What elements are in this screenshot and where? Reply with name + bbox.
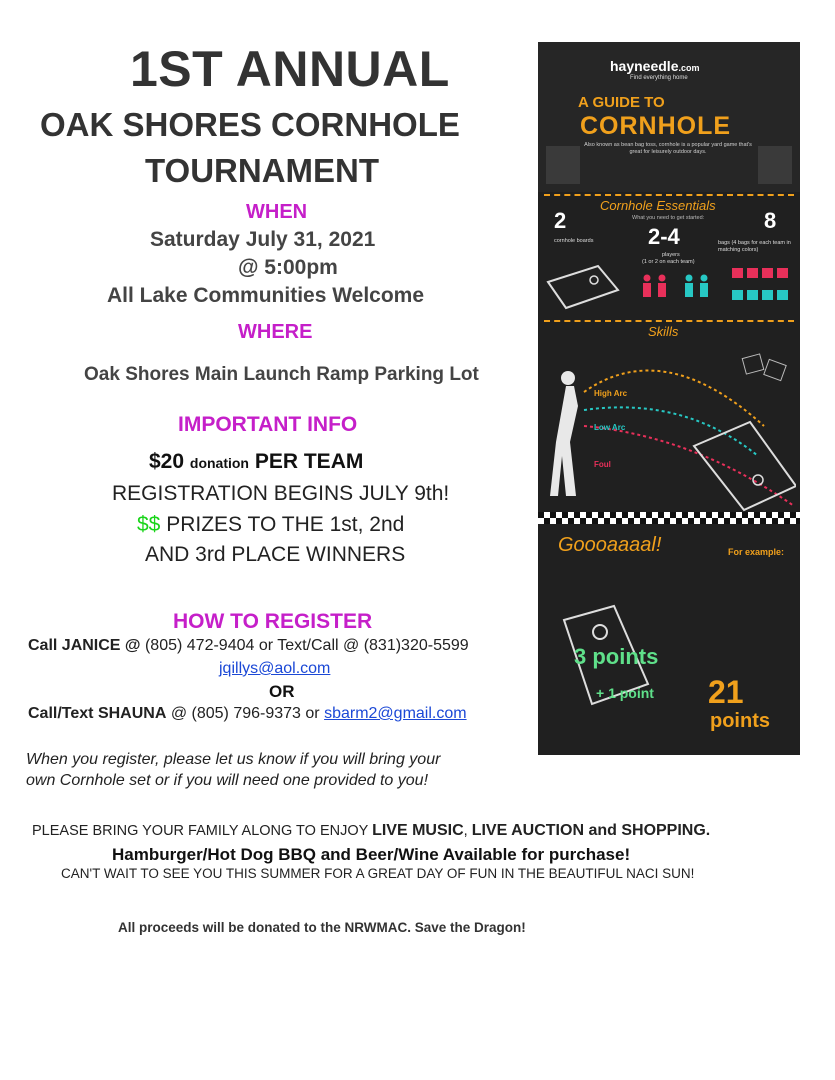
how-to-register-heading: HOW TO REGISTER bbox=[173, 610, 373, 633]
registration-date: REGISTRATION BEGINS JULY 9th! bbox=[112, 482, 450, 505]
example-label: For example: bbox=[728, 547, 785, 557]
one-point-text: + 1 point bbox=[596, 685, 654, 701]
price-line bbox=[149, 450, 363, 474]
register-note-line-1: When you register, please let us know if you will bring your bbox=[26, 751, 441, 768]
janice-phones: (805) 472-9404 or Text/Call @ (831)320-5599 bbox=[144, 637, 469, 654]
twenty-one-number: 21 bbox=[708, 674, 744, 710]
divider bbox=[544, 320, 794, 322]
bring-family-text: PLEASE BRING YOUR FAMILY ALONG TO ENJOY bbox=[32, 823, 369, 839]
players-sub: (1 or 2 on each team) bbox=[642, 259, 695, 265]
when-heading: WHEN bbox=[246, 201, 308, 223]
live-auction-text: LIVE AUCTION and SHOPPING. bbox=[471, 822, 711, 839]
foul-label: Foul bbox=[594, 460, 611, 469]
boards-label: cornhole boards bbox=[554, 238, 594, 244]
cornhole-guide-infographic bbox=[538, 42, 800, 755]
goal-title: Goooaaaal! bbox=[558, 534, 662, 556]
guide-title-2: CORNHOLE bbox=[580, 112, 732, 140]
boards-count: 2 bbox=[554, 208, 567, 233]
twenty-one-points-label: points bbox=[710, 710, 770, 732]
janice-contact bbox=[28, 637, 469, 655]
divider bbox=[544, 194, 794, 196]
winners-line: AND 3rd PLACE WINNERS bbox=[145, 543, 406, 566]
proceeds-line: All proceeds will be donated to the NRWMAC. Save the Dragon! bbox=[118, 920, 526, 935]
hayneedle-logo bbox=[610, 58, 700, 74]
shauna-phone: @ (805) 796-9373 or bbox=[170, 705, 320, 722]
skills-title: Skills bbox=[648, 324, 679, 339]
guide-title-1: A GUIDE TO bbox=[578, 94, 665, 111]
guide-intro-text: Also known as bean bag toss, cornhole is a popular yard game that's great for leisurely outdoor days. bbox=[584, 142, 752, 155]
brand-tagline: Find everything home bbox=[630, 75, 688, 81]
bags-label: bags (4 bags for each team in matching colors) bbox=[718, 240, 791, 253]
players-count: 2-4 bbox=[648, 224, 680, 249]
price-amount: $20 bbox=[149, 450, 185, 473]
welcome-text: All Lake Communities Welcome bbox=[107, 284, 425, 307]
shauna-contact bbox=[28, 705, 467, 723]
event-date: Saturday July 31, 2021 bbox=[150, 228, 376, 251]
title-line-1: 1ST ANNUAL bbox=[130, 41, 450, 97]
cant-wait-line: CAN'T WAIT TO SEE YOU THIS SUMMER FOR A GREAT DAY OF FUN IN THE BEAUTIFUL NACI SUN! bbox=[61, 866, 695, 881]
or-separator: OR bbox=[269, 682, 295, 701]
live-music-text: LIVE MUSIC bbox=[372, 822, 464, 839]
brand-name: hayneedle bbox=[610, 58, 679, 74]
essentials-illustration bbox=[544, 260, 794, 314]
important-info-heading: IMPORTANT INFO bbox=[178, 413, 358, 436]
essentials-title: Cornhole Essentials bbox=[600, 198, 716, 213]
essentials-subtitle: What you need to get started: bbox=[632, 215, 705, 221]
janice-email-link[interactable]: jqillys@aol.com bbox=[219, 660, 331, 677]
brand-suffix: .com bbox=[678, 63, 700, 73]
shauna-name: Call/Text SHAUNA bbox=[28, 705, 167, 722]
players-label: players bbox=[662, 252, 680, 258]
title-line-3: TOURNAMENT bbox=[145, 152, 380, 189]
high-arc-label: High Arc bbox=[594, 389, 628, 398]
bring-family-line bbox=[32, 822, 710, 840]
price-per-team: PER TEAM bbox=[254, 450, 364, 473]
where-heading: WHERE bbox=[238, 321, 313, 343]
price-donation: donation bbox=[189, 455, 249, 471]
register-note-line-2: own Cornhole set or if you will need one provided to you! bbox=[26, 772, 429, 789]
prizes-dollars: $$ bbox=[137, 513, 161, 536]
title-line-2: OAK SHORES CORNHOLE bbox=[40, 106, 460, 143]
bbq-line: Hamburger/Hot Dog BBQ and Beer/Wine Available for purchase! bbox=[112, 845, 631, 864]
prizes-line bbox=[137, 513, 404, 537]
shauna-email-link[interactable]: sbarm2@gmail.com bbox=[324, 705, 467, 722]
event-time: @ 5:00pm bbox=[238, 256, 338, 279]
prizes-text: PRIZES TO THE 1st, 2nd bbox=[166, 513, 405, 536]
janice-name: Call JANICE @ bbox=[28, 637, 141, 654]
checkered-divider bbox=[538, 512, 800, 524]
low-arc-label: Low Arc bbox=[594, 423, 626, 432]
event-location: Oak Shores Main Launch Ramp Parking Lot bbox=[84, 364, 479, 385]
comma: , bbox=[463, 823, 468, 839]
three-points-text: 3 points bbox=[574, 644, 659, 669]
bags-count: 8 bbox=[764, 208, 777, 233]
skills-illustration bbox=[544, 346, 796, 512]
